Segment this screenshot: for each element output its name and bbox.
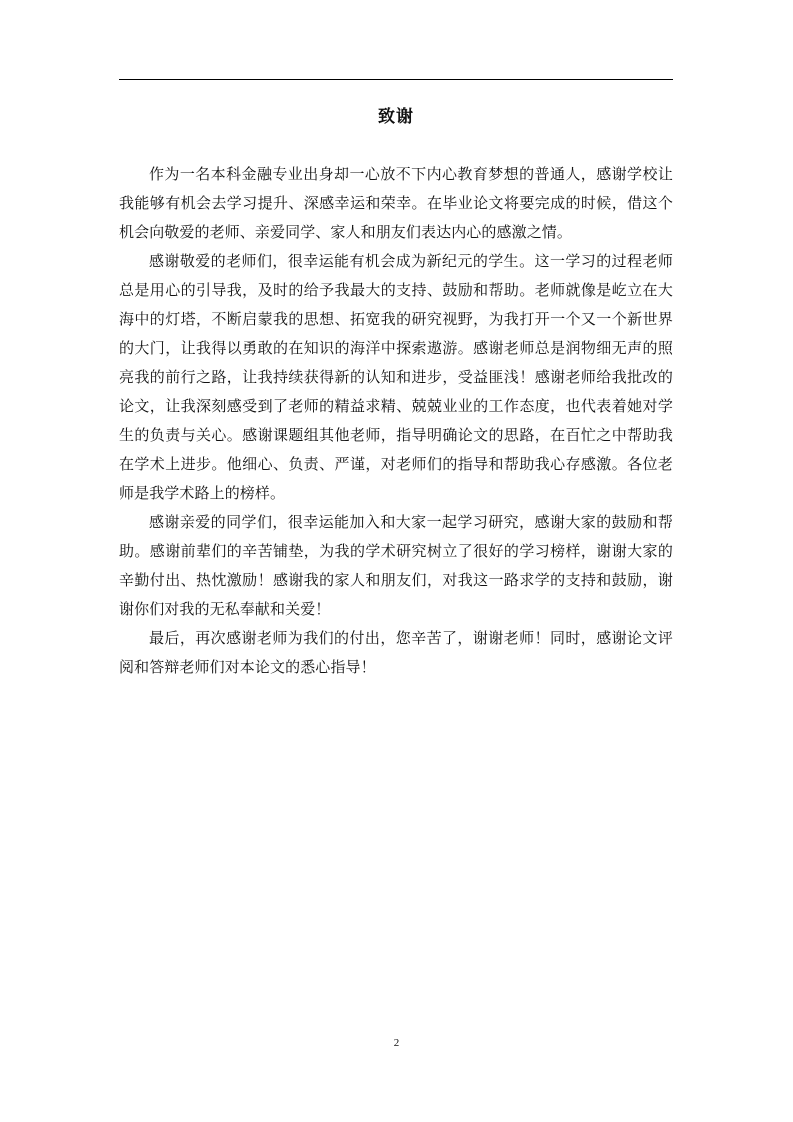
header-rule bbox=[119, 79, 673, 80]
page-number: 2 bbox=[393, 1037, 400, 1049]
acknowledgement-body bbox=[119, 160, 673, 682]
paragraph-classmates-family: 感谢亲爱的同学们，很幸运能加入和大家一起学习研究，感谢大家的鼓励和帮助。感谢前辈们的辛苦铺垫，为我的学术研究树立了很好的学习榜样，谢谢大家的辛勤付出、热忱激励！感谢我的家人和朋友们，对我这一路求学的支持和鼓励，谢谢你们对我的无私奉献和关爱！ bbox=[119, 513, 673, 618]
page-title: 致谢 bbox=[378, 107, 414, 127]
paragraph-closing: 最后，再次感谢老师为我们的付出，您辛苦了，谢谢老师！同时，感谢论文评阅和答辩老师们对本论文的悉心指导！ bbox=[119, 629, 673, 676]
paragraph-intro: 作为一名本科金融专业出身却一心放不下内心教育梦想的普通人，感谢学校让我能够有机会去学习提升、深感幸运和荣幸。在毕业论文将要完成的时候，借这个机会向敬爱的老师、亲爱同学、家人和朋友们表达内心的感激之情。 bbox=[119, 165, 673, 241]
paragraph-teachers: 感谢敬爱的老师们，很幸运能有机会成为新纪元的学生。这一学习的过程老师总是用心的引导我，及时的给予我最大的支持、鼓励和帮助。老师就像是屹立在大海中的灯塔，不断启蒙我的思想、拓宽我的研究视野，为我打开一个又一个新世界的大门，让我得以勇敢的在知识的海洋中探索遨游。感谢老师总是润物细无声的照亮我的前行之路，让我持续获得新的认知和进步，受益匪浅！感谢老师给我批改的论文，让我深刻感受到了老师的精益求精、兢兢业业的工作态度，也代表着她对学生的负责与关心。感谢课题组其他老师，指导明确论文的思路，在百忙之中帮助我在学术上进步。他细心、负责、严谨，对老师们的指导和帮助我心存感激。各位老师是我学术路上的榜样。 bbox=[119, 252, 673, 502]
